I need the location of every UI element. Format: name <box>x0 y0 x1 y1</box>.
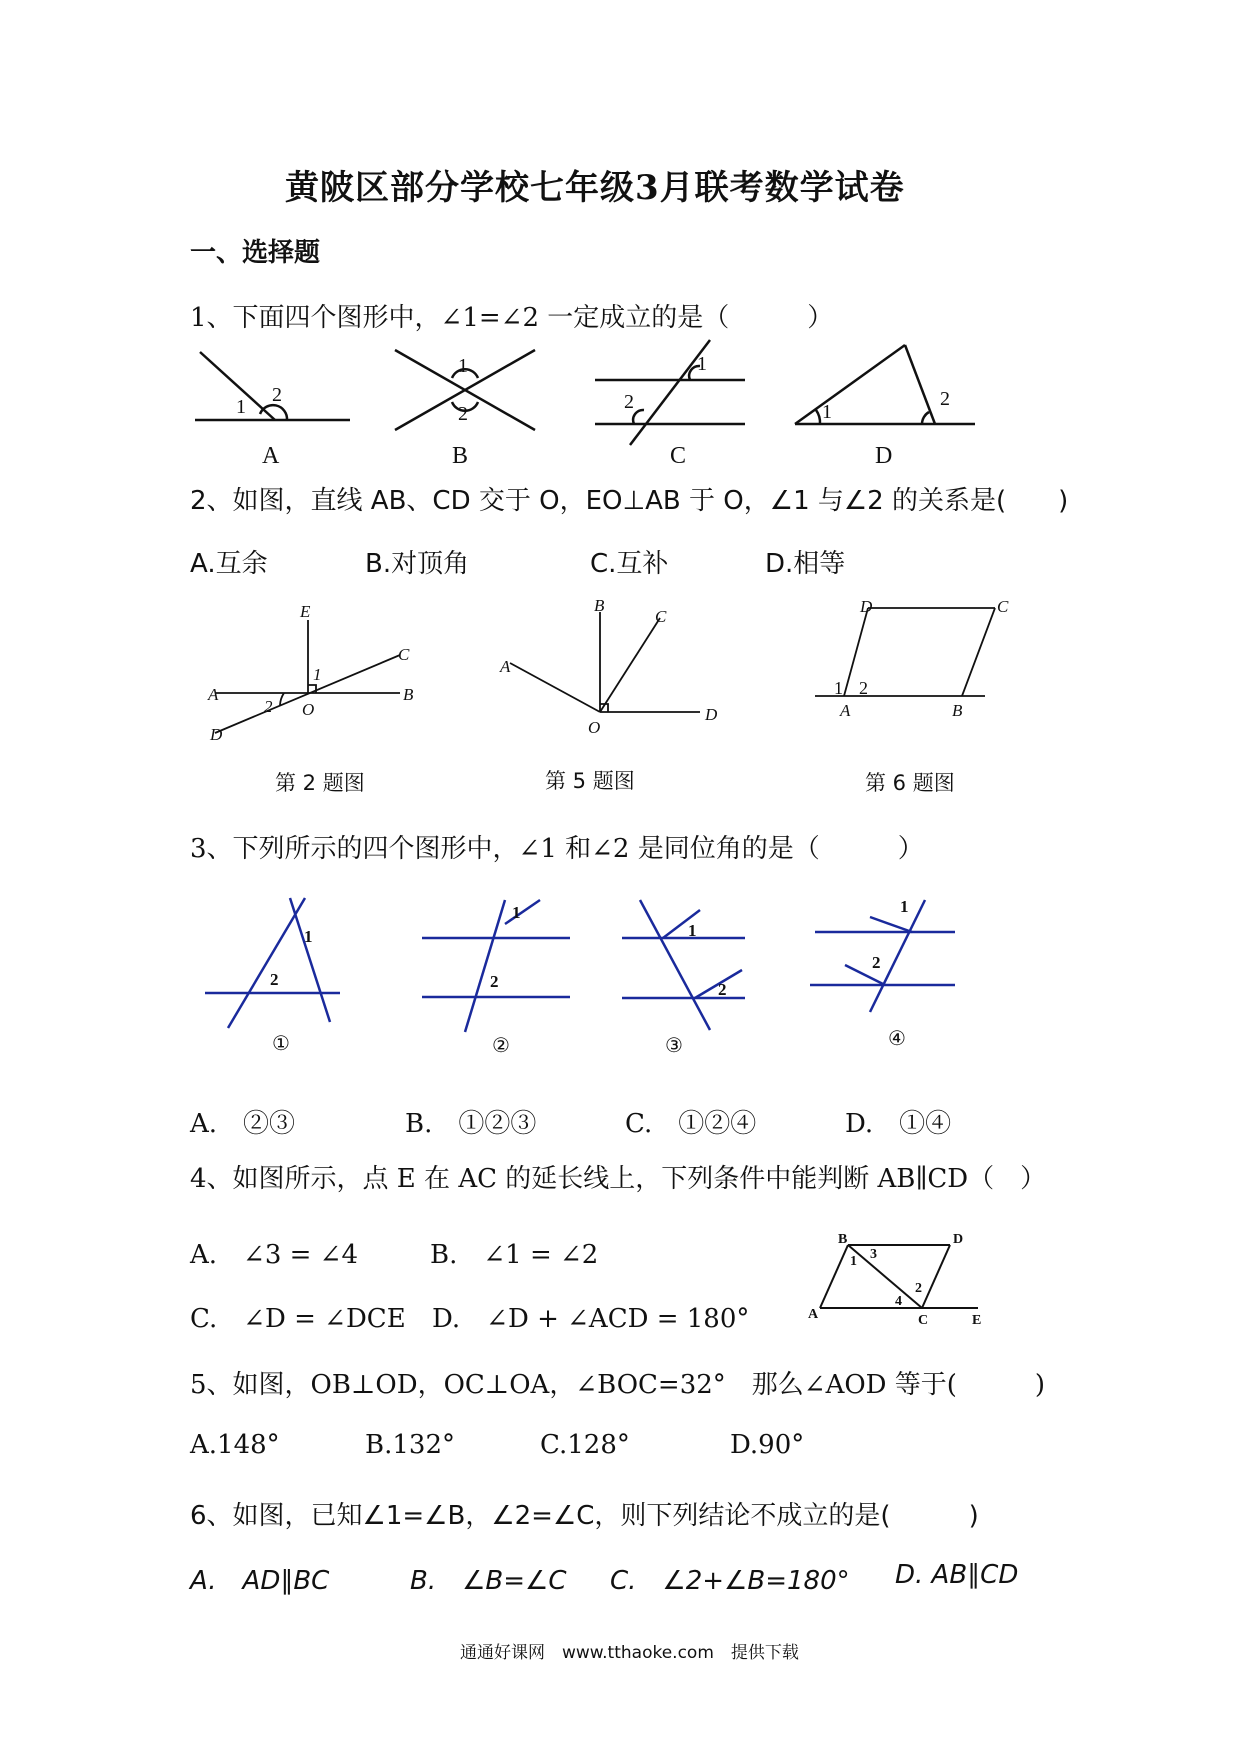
question-6: 6、如图，已知∠1=∠B，∠2=∠C，则下列结论不成立的是( ) <box>190 1501 979 1531</box>
fig6-angle-1: 1 <box>834 678 843 698</box>
q1d-angle-2: 2 <box>940 388 950 410</box>
fig5-point-d: D <box>705 705 718 724</box>
q2-option-c[interactable]: C.互补 <box>590 549 669 579</box>
q5-option-c[interactable]: C.128° <box>540 1430 630 1460</box>
fig2-point-c: C <box>398 645 410 664</box>
q1c-angle-2: 2 <box>624 391 634 413</box>
q4-point-e: E <box>972 1313 982 1328</box>
q2-option-d[interactable]: D.相等 <box>765 549 846 579</box>
q4-point-b: B <box>838 1232 848 1247</box>
q3f3-angle-1: 1 <box>688 921 697 940</box>
q3-option-d[interactable]: D. ①④ <box>845 1109 952 1139</box>
page-title: 黄陂区部分学校七年级3月联考数学试卷 <box>285 168 905 208</box>
q3-label-3: ③ <box>665 1035 683 1057</box>
caption-fig6: 第 6 题图 <box>865 771 955 795</box>
q4-angle-3: 3 <box>870 1247 877 1262</box>
caption-fig5: 第 5 题图 <box>545 769 635 793</box>
q3f3-angle-2: 2 <box>718 980 727 999</box>
q3-option-b[interactable]: B. ①②③ <box>405 1109 537 1139</box>
q3f1-angle-2: 2 <box>270 970 279 989</box>
q1-label-a: A <box>262 443 280 469</box>
q1a-angle-2: 2 <box>272 384 282 406</box>
q3-label-4: ④ <box>888 1028 906 1050</box>
fig6-point-c: C <box>997 597 1009 616</box>
q5-option-b[interactable]: B.132° <box>365 1430 455 1460</box>
q6-option-a[interactable]: A. AD∥BC <box>190 1566 330 1596</box>
q5-option-d[interactable]: D.90° <box>730 1430 805 1460</box>
q1-label-b: B <box>452 443 469 469</box>
q4-angle-1: 1 <box>850 1254 857 1269</box>
fig5-point-a: A <box>500 657 511 676</box>
q6-option-c[interactable]: C. ∠2+∠B=180° <box>610 1566 850 1596</box>
fig6-angle-2: 2 <box>859 678 868 698</box>
q6-option-b[interactable]: B. ∠B=∠C <box>410 1566 567 1596</box>
fig2-angle-2: 2 <box>264 697 273 716</box>
fig2-point-d: D <box>210 725 223 744</box>
fig2-point-b: B <box>403 685 414 704</box>
q4-option-b[interactable]: B. ∠1 = ∠2 <box>430 1240 599 1270</box>
fig6-point-a: A <box>840 701 851 720</box>
q1b-angle-2: 2 <box>458 403 468 425</box>
q3f1-angle-1: 1 <box>304 927 313 946</box>
fig5-point-b: B <box>594 596 605 615</box>
question-1: 1、下面四个图形中，∠1=∠2 一定成立的是（ ） <box>190 303 834 333</box>
fig2-angle-1: 1 <box>313 665 322 684</box>
fig6-point-d: D <box>860 597 873 616</box>
fig2-point-a: A <box>208 685 219 704</box>
q4-point-d: D <box>953 1232 964 1247</box>
q1c-angle-1: 1 <box>697 353 707 375</box>
q4-option-c[interactable]: C. ∠D = ∠DCE <box>190 1304 406 1334</box>
q3f2-angle-1: 1 <box>512 903 521 922</box>
fig2-point-o: O <box>302 700 315 719</box>
q4-point-c: C <box>918 1313 929 1328</box>
caption-fig2: 第 2 题图 <box>275 771 365 795</box>
q4-option-d[interactable]: D. ∠D + ∠ACD = 180° <box>432 1304 750 1334</box>
q4-point-a: A <box>808 1307 819 1322</box>
question-4: 4、如图所示，点 E 在 AC 的延长线上，下列条件中能判断 AB∥CD（ ） <box>190 1164 1047 1194</box>
section-heading: 一、选择题 <box>190 238 321 268</box>
question-3: 3、下列所示的四个图形中，∠1 和∠2 是同位角的是（ ） <box>190 834 924 864</box>
q1-label-c: C <box>670 443 687 469</box>
question-2: 2、如图，直线 AB、CD 交于 O，EO⊥AB 于 O，∠1 与∠2 的关系是( ) <box>190 486 1069 516</box>
q1-label-d: D <box>875 443 893 469</box>
q4-angle-4: 4 <box>895 1294 902 1309</box>
q2-option-a[interactable]: A.互余 <box>190 549 268 579</box>
q3-option-c[interactable]: C. ①②④ <box>625 1109 757 1139</box>
q3-option-a[interactable]: A. ②③ <box>190 1109 296 1139</box>
q6-option-d[interactable]: D. AB∥CD <box>895 1560 1019 1590</box>
q1d-angle-1: 1 <box>822 401 832 423</box>
q5-option-a[interactable]: A.148° <box>190 1430 280 1460</box>
fig6-point-b: B <box>952 701 963 720</box>
question-5: 5、如图，OB⊥OD，OC⊥OA，∠BOC=32° 那么∠AOD 等于( ) <box>190 1370 1046 1400</box>
q3f2-angle-2: 2 <box>490 972 499 991</box>
fig5-point-c: C <box>655 607 667 626</box>
q2-option-b[interactable]: B.对顶角 <box>365 549 470 579</box>
q4-angle-2: 2 <box>915 1281 922 1296</box>
q3-label-2: ② <box>492 1035 510 1057</box>
fig5-point-o: O <box>588 718 601 737</box>
q1a-angle-1: 1 <box>236 396 246 418</box>
q3f4-angle-2: 2 <box>872 953 881 972</box>
q3f4-angle-1: 1 <box>900 897 909 916</box>
fig2-point-e: E <box>300 602 311 621</box>
q3-label-1: ① <box>272 1033 290 1055</box>
q1b-angle-1: 1 <box>458 355 468 377</box>
footer-credit: 通通好课网 www.tthaoke.com 提供下载 <box>460 1643 799 1663</box>
q4-option-a[interactable]: A. ∠3 = ∠4 <box>190 1240 359 1270</box>
